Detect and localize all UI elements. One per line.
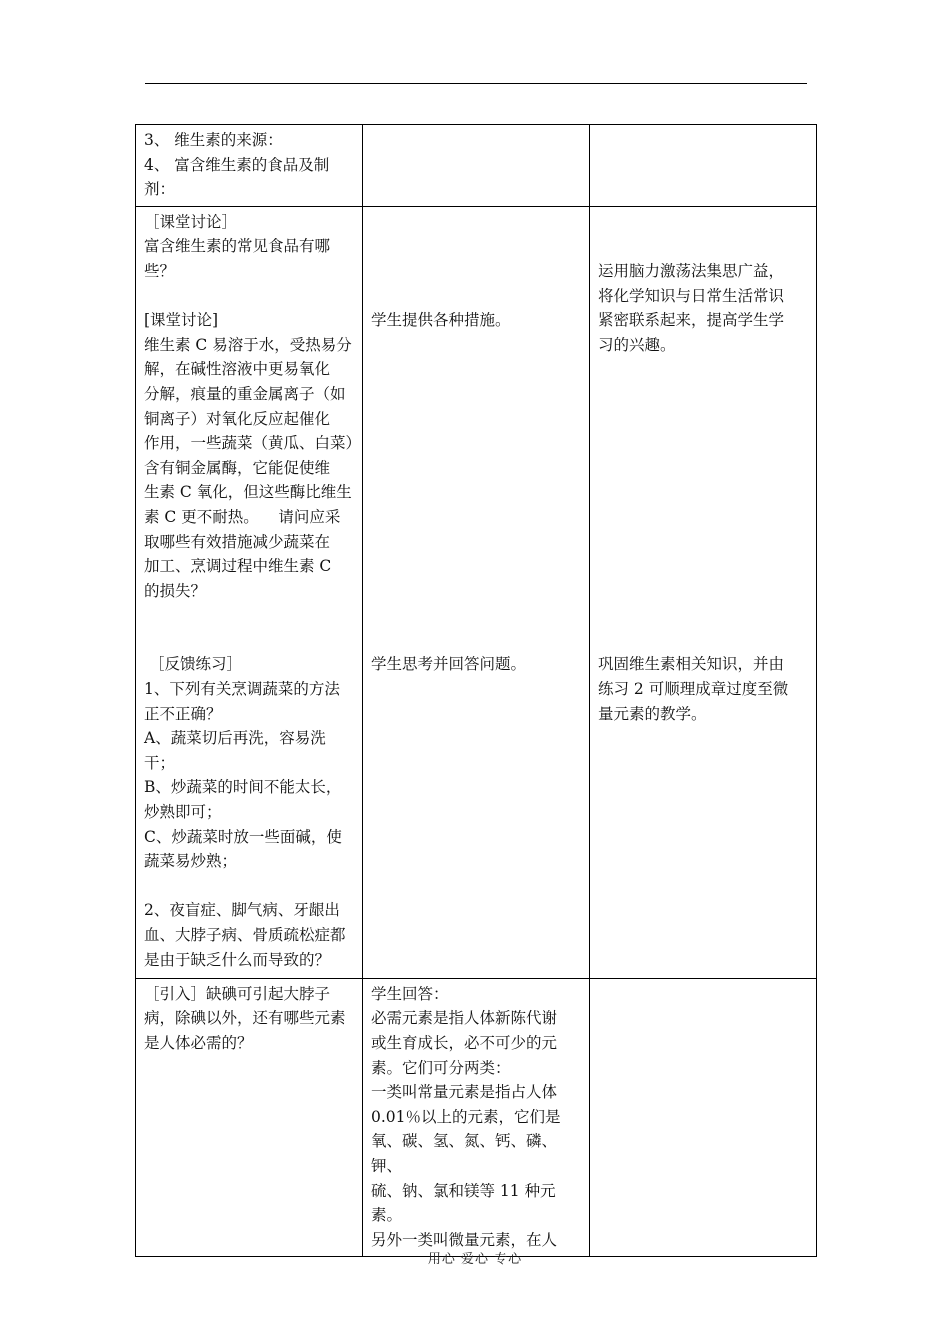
text-line: 的损失？ [144,581,207,600]
text-line: 素 C 更不耐热。 请问应采 [144,507,341,526]
text-line: 是由于缺乏什么而导致的？ [144,950,331,969]
blank-line [144,628,355,653]
text-line: 加工、烹调过程中维生素 C [144,557,332,576]
text-line: 紧密联系起来，提高学生学 [598,311,785,330]
text-line: 铜离子）对氧化反应起催化 [144,409,331,428]
text-line: [课堂讨论] [144,311,219,330]
text-line: ［引入］缺碘可引起大脖子 [144,984,331,1003]
text-line: 分解，痕量的重金属离子（如 [144,384,346,403]
student-activity-cell [363,125,590,207]
blank-line [598,554,809,579]
text-line: 取哪些有效措施减少蔬菜在 [144,532,331,551]
text-line: 剂： [144,180,176,199]
blank-line [371,431,582,456]
content-cell [136,125,363,207]
text-line: 将化学知识与日常生活常识 [598,286,785,305]
text-line: 4、 富含维生素的食品及制 [144,155,330,174]
design-intent-cell [590,978,817,1257]
text-line: 血、大脖子病、骨质疏松症都 [144,926,346,944]
blank-line [371,357,582,382]
blank-line [371,407,582,432]
page-footer: 用心 爱心 专心 [427,1252,523,1267]
blank-line [598,628,809,653]
text-line: C、炒蔬菜时放一些面碱，使 [144,827,342,846]
blank-line [371,456,582,481]
text-line: 习的兴趣。 [598,335,676,354]
blank-line [598,234,809,259]
text-line: 生素 C 氧化，但这些酶比维生 [144,483,352,502]
blank-line [371,603,582,628]
header-rule [145,83,807,84]
blank-line [371,210,582,235]
design-intent-cell [590,206,817,978]
blank-line [598,505,809,530]
text-line: 必需元素是指人体新陈代谢 [371,1009,558,1028]
blank-line [371,382,582,407]
text-line: 学生思考并回答问题。 [371,655,527,674]
lesson-plan-table [135,124,817,1257]
blank-line [144,603,355,628]
content-cell [136,978,363,1257]
blank-line [598,456,809,481]
table-row [136,206,817,978]
text-line: 病，除碘以外，还有哪些元素 [144,1009,346,1028]
text-line: 量元素的教学。 [598,704,707,723]
text-line: 或生育成长，必不可少的元 [371,1033,558,1052]
blank-line [371,628,582,653]
blank-line [371,333,582,358]
text-line: 炒熟即可； [144,803,222,822]
text-line: 2、夜盲症、脚气病、牙龈出 [144,901,340,920]
text-line: 素。它们可分两类： [371,1058,511,1077]
text-line: 是人体必需的？ [144,1033,253,1052]
text-line: A、蔬菜切后再洗，容易洗干； [144,729,326,772]
blank-line [598,530,809,555]
text-line: ［反馈练习］ [144,655,242,674]
blank-line [598,480,809,505]
blank-line [598,603,809,628]
text-line: 一类叫常量元素是指占人体 [371,1083,558,1102]
blank-line [371,234,582,259]
text-line: 运用脑力激荡法集思广益， [598,261,785,280]
text-line: 3、 维生素的来源： [144,131,283,149]
text-line: 学生提供各种措施。 [371,311,511,330]
blank-line [598,431,809,456]
student-activity-cell [363,206,590,978]
table-row [136,978,817,1257]
blank-line [371,480,582,505]
text-line: 练习 2 可顺理成章过度至微 [598,680,789,699]
text-line: 正不正确？ [144,704,222,723]
blank-line [371,284,582,309]
blank-line [598,579,809,604]
table-row [136,125,817,207]
text-line: 学生回答： [371,984,449,1003]
text-line: 巩固维生素相关知识，并由 [598,655,785,674]
content-cell [136,206,363,978]
text-line: 氧、碳、氢、氮、钙、磷、钾、 [371,1132,558,1175]
design-intent-cell [590,125,817,207]
student-activity-cell [363,978,590,1257]
blank-line [371,505,582,530]
blank-line [598,210,809,235]
blank-line [144,874,355,899]
blank-line [371,579,582,604]
text-line: 另外一类叫微量元素，在人 [371,1230,558,1249]
text-line: 蔬菜易炒熟； [144,852,238,871]
text-line: 解，在碱性溶液中更易氧化 [144,360,331,379]
blank-line [371,554,582,579]
text-line: 含有铜金属酶，它能促使维 [144,458,331,477]
text-line: 1、下列有关烹调蔬菜的方法 [144,680,340,699]
text-line: 硫、钠、氯和镁等 11 种元素。 [371,1181,556,1225]
blank-line [598,357,809,382]
text-line: 维生素 C 易溶于水，受热易分 [144,335,352,354]
blank-line [144,284,355,309]
text-line: 作用，一些蔬菜（黄瓜、白菜） [144,434,362,453]
blank-line [598,382,809,407]
text-line: 0.01％以上的元素，它们是 [371,1107,561,1126]
blank-line [371,530,582,555]
text-line: 富含维生素的常见食品有哪 [144,237,331,256]
blank-line [371,259,582,284]
text-line: B、炒蔬菜的时间不能太长， [144,778,342,797]
text-line: ［课堂讨论］ [144,212,238,231]
blank-line [598,407,809,432]
text-line: 些？ [144,261,176,280]
